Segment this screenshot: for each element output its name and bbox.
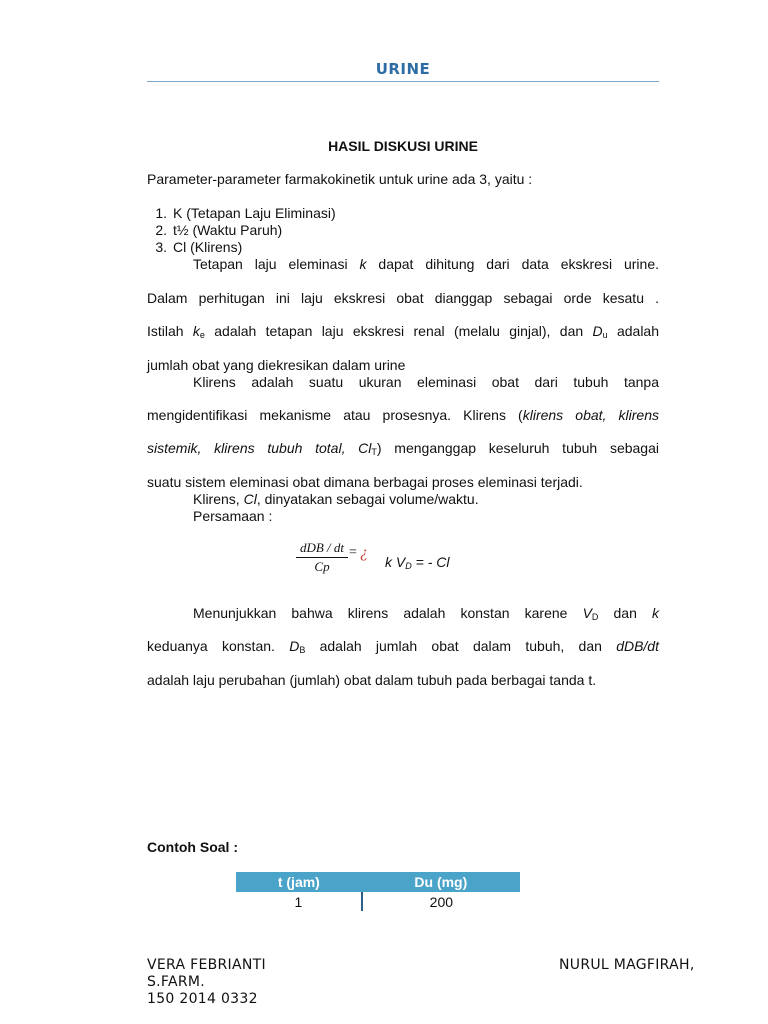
para3-line-1: Menunjukkan bahwa klirens adalah konstan karene $V_D$ dan k (193, 605, 659, 622)
para3-line-3: adalah laju perubahan (jumlah) obat dalam tubuh pada berbagai tanda t. (147, 672, 597, 688)
footer-author-degree: S.FARM. (147, 974, 206, 990)
footer-coauthor-name: NURUL MAGFIRAH, (559, 957, 695, 973)
table-header-t: t (jam) (236, 872, 362, 892)
list-number: 1. (155, 205, 167, 221)
list-item (147, 205, 659, 222)
table-header-du: Du (mg) (362, 872, 520, 892)
para2-line-4: suatu sistem eleminasi obat dimana berbagai proses eleminasi terjadi. (147, 474, 583, 490)
table-row (236, 892, 520, 911)
example-table (236, 872, 520, 911)
document-title: HASIL DISKUSI URINE (328, 138, 478, 154)
para1-line-4: jumlah obat yang diekresikan dalam urine (147, 357, 406, 373)
intro-text: Parameter-parameter farmakokinetik untuk urine ada 3, yaitu : (147, 171, 533, 187)
footer-left (147, 957, 266, 1008)
list-number: 2. (155, 222, 167, 238)
header-divider (147, 81, 659, 82)
formula-fraction (296, 540, 348, 575)
footer-right (559, 957, 695, 974)
formula-denominator: Cp (314, 559, 330, 574)
table-cell: 200 (429, 893, 454, 910)
example-label: Contoh Soal : (147, 839, 238, 855)
page-header-title: URINE (375, 60, 431, 78)
para2-line-1: Klirens adalah suatu ukuran eleminasi obat dari tubuh tanpa (193, 374, 659, 390)
para2-line-3: sistemik, klirens tubuh total, $Cl_T$) menganggap keseluruh tubuh sebagai (147, 440, 659, 457)
fraction-bar (296, 557, 348, 558)
para1-line-3: Istilah $k_e$ adalah tetapan laju ekskresi renal (melalu ginjal), dan $D_u$ adalah (147, 323, 660, 340)
list-item (147, 239, 659, 256)
clearance-formula (296, 540, 546, 580)
para1-line-2: Dalam perhitugan ini laju ekskresi obat dianggap sebagai orde kesatu . (147, 290, 659, 306)
list-text: Cl (Klirens) (173, 239, 243, 255)
formula-red-symbol: ¿ (360, 544, 368, 561)
footer-author-name: VERA FEBRIANTI (147, 957, 266, 973)
para3-line-2: keduanya konstan. $D_B$ adalah jumlah obat dalam tubuh, dan dDB/dt (147, 638, 659, 655)
formula-numerator: dDB / dt (299, 540, 345, 555)
para1-line-1: Tetapan laju eleminasi k dapat dihitung dari data ekskresi urine. (193, 256, 660, 272)
formula-equals: = (349, 545, 357, 560)
table-cell: 1 (236, 892, 362, 911)
list-item (147, 222, 659, 239)
list-text: t½ (Waktu Paruh) (173, 222, 283, 238)
list-number: 3. (155, 239, 167, 255)
formula-rhs: k $V_D$ = - Cl (385, 554, 450, 571)
list-text: K (Tetapan Laju Eliminasi) (173, 205, 336, 221)
table-header-row (236, 872, 520, 892)
para2-line-6: Persamaan : (193, 508, 273, 524)
para2-line-2: mengidentifikasi mekanisme atau prosesnya. Klirens (klirens obat, klirens (147, 407, 659, 423)
footer-author-id: 150 2014 0332 (147, 991, 258, 1007)
para2-line-5: Klirens, Cl, dinyatakan sebagai volume/waktu. (193, 491, 479, 507)
